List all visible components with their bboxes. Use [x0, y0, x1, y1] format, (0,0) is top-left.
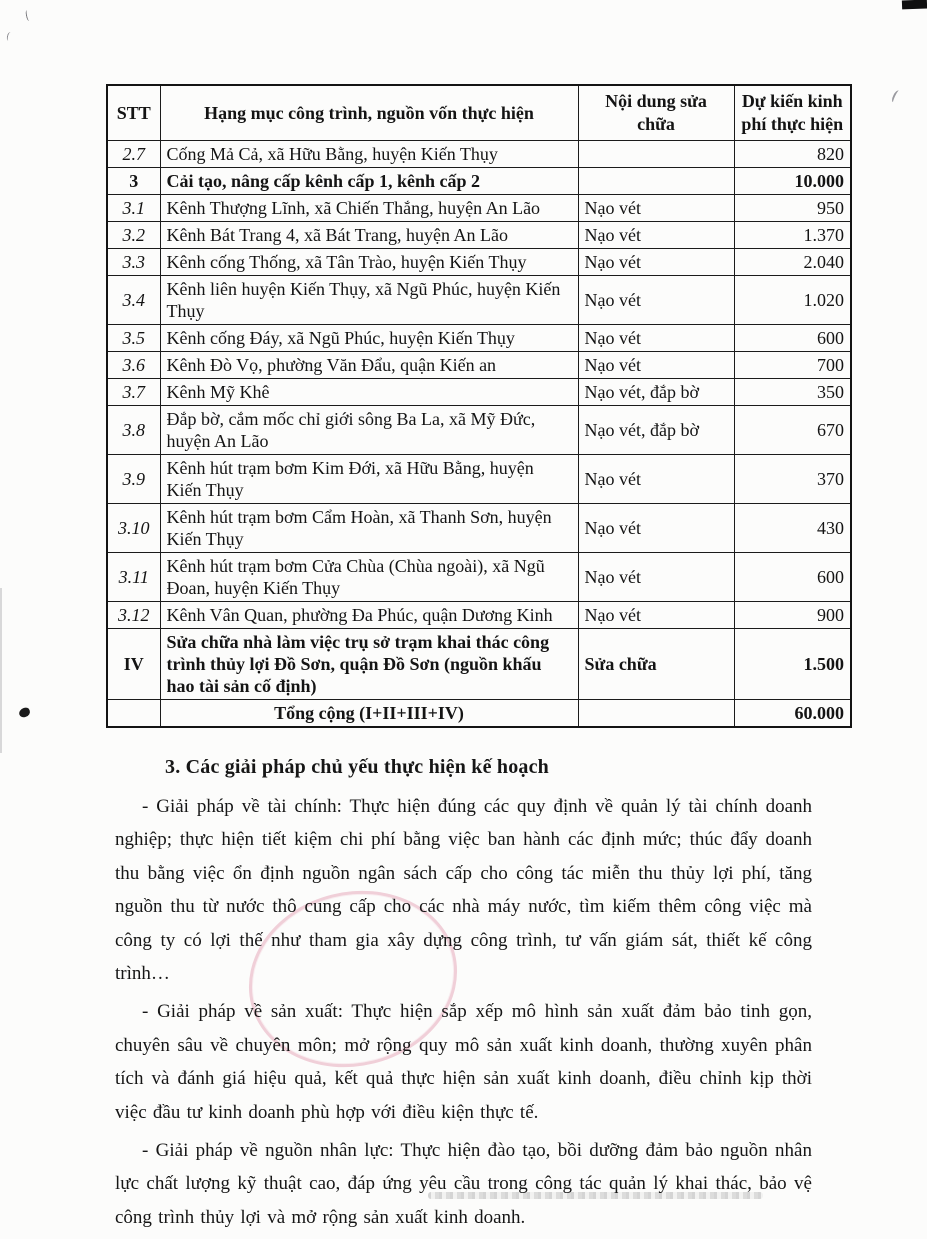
header-cost: Dự kiến kinh phí thực hiện [734, 85, 851, 141]
table-cell-work [578, 168, 734, 195]
scan-ink-blob-left [18, 707, 31, 719]
table-cell-cost: 900 [734, 602, 851, 629]
table-cell-work: Nạo vét [578, 553, 734, 602]
table-cell-cost: 820 [734, 141, 851, 168]
table-cell-cost: 1.500 [734, 629, 851, 700]
table-cell-item: Kênh Thượng Lĩnh, xã Chiến Thắng, huyện An Lão [160, 195, 578, 222]
table-cell-cost: 600 [734, 553, 851, 602]
table-cell-work: Nạo vét [578, 504, 734, 553]
table-cell-item: Cải tạo, nâng cấp kênh cấp 1, kênh cấp 2 [160, 168, 578, 195]
table-row [107, 168, 851, 195]
scan-speck-top-left-2 [6, 32, 13, 42]
table-cell-item: Cống Mả Cả, xã Hữu Bằng, huyện Kiến Thụy [160, 141, 578, 168]
table-cell-no: 3.11 [107, 553, 160, 602]
table-row [107, 141, 851, 168]
table-cell-work: Nạo vét, đắp bờ [578, 379, 734, 406]
table-row [107, 325, 851, 352]
table-body [107, 141, 851, 728]
table-cell-cost: 430 [734, 504, 851, 553]
table-row [107, 406, 851, 455]
table-cell-work [578, 141, 734, 168]
scan-mark-right-squiggle [891, 89, 902, 103]
table-cell-work: Nạo vét [578, 195, 734, 222]
table-row [107, 504, 851, 553]
table-cell-cost: 670 [734, 406, 851, 455]
table-cell-cost: 600 [734, 325, 851, 352]
table-header-row [107, 85, 851, 141]
table-row [107, 222, 851, 249]
table-cell-item: Kênh Đò Vọ, phường Văn Đẩu, quận Kiến an [160, 352, 578, 379]
table-row [107, 602, 851, 629]
table-cell-item: Kênh cống Đáy, xã Ngũ Phúc, huyện Kiến Thụy [160, 325, 578, 352]
table-cell-item: Kênh Bát Trang 4, xã Bát Trang, huyện An Lão [160, 222, 578, 249]
paragraph-production: - Giải pháp về sản xuất: Thực hiện sắp xếp mô hình sản xuất đảm bảo tinh gọn, chuyên sâu về chuyên môn; mở rộng quy mô sản xuất kinh doanh, thường xuyên phân tích và đánh giá hiệu quả, kết quả thực hiện sản xuất kinh doanh, điều chỉnh kịp thời việc đầu tư kinh doanh phù hợp với điều kiện thực tế. [115, 1001, 812, 1123]
scan-speck-top-left-1 [25, 10, 31, 22]
table-cell-work: Nạo vét [578, 602, 734, 629]
table-cell-item: Kênh Mỹ Khê [160, 379, 578, 406]
table-cell-cost: 350 [734, 379, 851, 406]
table-cell-no: 3.4 [107, 276, 160, 325]
table-cell-no: 3.6 [107, 352, 160, 379]
table-row [107, 379, 851, 406]
table-cell-cost: 370 [734, 455, 851, 504]
table-cell-cost: 950 [734, 195, 851, 222]
table-cell-no: 3.1 [107, 195, 160, 222]
body-text-block [115, 756, 812, 1239]
table-cell-work: Nạo vét, đắp bờ [578, 406, 734, 455]
table-cell-work: Nạo vét [578, 249, 734, 276]
table-row [107, 352, 851, 379]
table-cell-item: Kênh hút trạm bơm Cửa Chùa (Chùa ngoài), xã Ngũ Đoan, huyện Kiến Thụy [160, 553, 578, 602]
table-cell-cost: 10.000 [734, 168, 851, 195]
table-cell-item: Sửa chữa nhà làm việc trụ sở trạm khai thác công trình thủy lợi Đồ Sơn, quận Đồ Sơn (nguồn khấu hao tài sản cố định) [160, 629, 578, 700]
table-cell-no: 3 [107, 168, 160, 195]
table-cell-no: IV [107, 629, 160, 700]
table-cell-item: Kênh cống Thống, xã Tân Trào, huyện Kiến Thụy [160, 249, 578, 276]
section-heading: 3. Các giải pháp chủ yếu thực hiện kế hoạch [165, 756, 549, 778]
table-cell-work: Nạo vét [578, 325, 734, 352]
table-cell-no: 3.12 [107, 602, 160, 629]
table-cell-no: 3.10 [107, 504, 160, 553]
table-cell-work: Nạo vét [578, 352, 734, 379]
table-cell-no: 3.2 [107, 222, 160, 249]
table-cell-work: Sửa chữa [578, 629, 734, 700]
table-cell-cost: 2.040 [734, 249, 851, 276]
table-cell-item: Tổng cộng (I+II+III+IV) [160, 700, 578, 728]
table-cell-no [107, 700, 160, 728]
table-cell-item: Kênh Vân Quan, phường Đa Phúc, quận Dương Kinh [160, 602, 578, 629]
table-row [107, 249, 851, 276]
paragraph-human-resources: - Giải pháp về nguồn nhân lực: Thực hiện đào tạo, bồi dưỡng đảm bảo nguồn nhân lực chất lượng kỹ thuật cao, đáp ứng yêu cầu trong công tác quản lý khai thác, bảo vệ công trình thủy lợi và mở rộng sản xuất kinh doanh. [115, 1140, 812, 1228]
table-cell-no: 3.5 [107, 325, 160, 352]
table-cell-no: 2.7 [107, 141, 160, 168]
header-work: Nội dung sửa chữa [578, 85, 734, 141]
table-cell-no: 3.3 [107, 249, 160, 276]
table-cell-cost: 1.370 [734, 222, 851, 249]
header-stt: STT [107, 85, 160, 141]
table-cell-work [578, 700, 734, 728]
table-row [107, 700, 851, 728]
table-cell-no: 3.9 [107, 455, 160, 504]
cost-plan-table [106, 84, 852, 728]
table-row [107, 276, 851, 325]
table-cell-work: Nạo vét [578, 276, 734, 325]
table-row [107, 553, 851, 602]
table-cell-cost: 1.020 [734, 276, 851, 325]
table-cell-cost: 60.000 [734, 700, 851, 728]
paragraph-finance: - Giải pháp về tài chính: Thực hiện đúng các quy định về quản lý tài chính doanh nghiệp; thực hiện tiết kiệm chi phí bằng việc ban hành các định mức; thúc đẩy doanh thu bằng việc ổn định nguồn ngân sách cấp cho công tác miễn thu thủy lợi phí, tăng nguồn thu từ nước thô cung cấp cho các nhà máy nước, tìm kiếm thêm công việc mà công ty có lợi thế như tham gia xây dựng công trình, tư vấn giám sát, thiết kế công trình… [115, 796, 812, 985]
table-row [107, 455, 851, 504]
table-cell-no: 3.7 [107, 379, 160, 406]
table-row [107, 629, 851, 700]
table-cell-no: 3.8 [107, 406, 160, 455]
table-cell-item: Đắp bờ, cắm mốc chỉ giới sông Ba La, xã Mỹ Đức, huyện An Lão [160, 406, 578, 455]
table-cell-cost: 700 [734, 352, 851, 379]
table-cell-item: Kênh hút trạm bơm Cẩm Hoàn, xã Thanh Sơn, huyện Kiến Thụy [160, 504, 578, 553]
header-item: Hạng mục công trình, nguồn vốn thực hiện [160, 85, 578, 141]
table-cell-work: Nạo vét [578, 455, 734, 504]
table-cell-item: Kênh hút trạm bơm Kim Đới, xã Hữu Bằng, huyện Kiến Thụy [160, 455, 578, 504]
scan-edge-line-left [0, 588, 2, 753]
table-cell-item: Kênh liên huyện Kiến Thụy, xã Ngũ Phúc, huyện Kiến Thụy [160, 276, 578, 325]
table-row [107, 195, 851, 222]
table-cell-work: Nạo vét [578, 222, 734, 249]
scan-mark-top-right [902, 0, 927, 9]
